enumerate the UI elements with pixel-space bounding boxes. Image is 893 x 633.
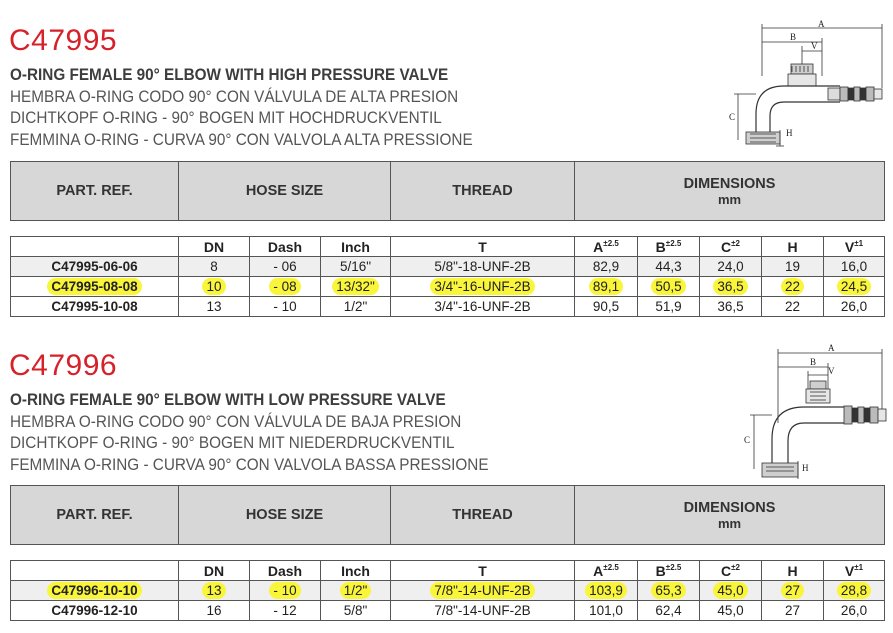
product-code: C47996 xyxy=(9,349,118,382)
header-dimensions xyxy=(575,486,885,545)
header-hose-size: HOSE SIZE xyxy=(179,162,391,221)
col-c-tolerance: ±2 xyxy=(731,562,740,572)
dimension-a-label: A xyxy=(828,343,835,353)
col-v-label: V xyxy=(844,238,855,255)
cell-thread xyxy=(391,581,575,601)
cell-h: 19 xyxy=(762,257,824,277)
cell-a: 101,0 xyxy=(575,601,638,621)
dimension-a-label: A xyxy=(818,19,825,29)
cell-dash: - 12 xyxy=(250,601,321,621)
description-en: O-RING FEMALE 90° ELBOW WITH LOW PRESSURE VALVE xyxy=(10,390,446,409)
cell-v-value: 28,8 xyxy=(837,582,871,599)
cell-a-value: 89,1 xyxy=(589,278,623,295)
cell-b xyxy=(638,581,700,601)
cell-h xyxy=(762,581,824,601)
description-de: DICHTKOPF O-RING - 90° BOGEN MIT NIEDERDRUCKVENTIL xyxy=(10,433,455,452)
col-b-label: B xyxy=(655,238,666,255)
cell-inch xyxy=(321,277,391,297)
header-part-ref: PART. REF. xyxy=(11,162,179,221)
cell-c xyxy=(700,277,762,297)
cell-ref: C47995-10-08 xyxy=(11,297,179,317)
col-v xyxy=(824,561,885,581)
cell-inch: 1/2" xyxy=(321,297,391,317)
cell-v-value: 24,5 xyxy=(837,278,871,295)
col-h: H xyxy=(762,561,824,581)
table-row-highlighted xyxy=(11,277,885,297)
cell-h-value: 27 xyxy=(781,582,804,599)
dimension-c-label: C xyxy=(744,435,751,445)
col-dash: Dash xyxy=(250,561,321,581)
cell-v: 26,0 xyxy=(824,297,885,317)
col-v-label: V xyxy=(844,562,855,579)
cell-thread: 5/8"-18-UNF-2B xyxy=(391,257,575,277)
description-it: FEMMINA O-RING - CURVA 90° CON VALVOLA ALTA PRESSIONE xyxy=(10,129,473,149)
cell-a: 82,9 xyxy=(575,257,638,277)
header-thread: THREAD xyxy=(391,162,575,221)
header-part-ref: PART. REF. xyxy=(11,486,179,545)
cell-ref xyxy=(11,581,179,601)
col-v-tolerance: ±1 xyxy=(854,238,864,248)
cell-inch xyxy=(321,581,391,601)
cell-dn: 8 xyxy=(179,257,250,277)
col-b-tolerance: ±2.5 xyxy=(665,562,682,572)
cell-ref: C47996-12-10 xyxy=(11,601,179,621)
dimension-b-label: B xyxy=(790,32,797,42)
product-descriptions xyxy=(10,389,570,475)
cell-h: 22 xyxy=(762,297,824,317)
dimension-v-label: V xyxy=(811,41,818,51)
col-c xyxy=(700,561,762,581)
cell-ref: C47995-06-06 xyxy=(11,257,179,277)
cell-dn-value: 13 xyxy=(202,582,225,599)
cell-h-value: 22 xyxy=(781,278,804,295)
cell-inch: 5/16" xyxy=(321,257,391,277)
cell-b xyxy=(638,277,700,297)
col-t: T xyxy=(391,561,575,581)
dimensions-unit: mm xyxy=(717,191,742,207)
cell-b: 62,4 xyxy=(638,601,700,621)
cell-dash-value: - 08 xyxy=(269,278,300,295)
table-row xyxy=(11,601,885,621)
col-t: T xyxy=(391,237,575,257)
table-row xyxy=(11,257,885,277)
col-a xyxy=(575,237,638,257)
cell-dash-value: - 10 xyxy=(269,582,300,599)
cell-thread xyxy=(391,277,575,297)
col-c-label: C xyxy=(721,562,732,579)
cell-dn: 13 xyxy=(179,297,250,317)
col-h: H xyxy=(762,237,824,257)
cell-inch-value: 1/2" xyxy=(340,582,372,599)
col-a-tolerance: ±2.5 xyxy=(603,238,619,248)
col-inch: Inch xyxy=(321,561,391,581)
cell-inch-value: 13/32" xyxy=(332,278,379,295)
col-a-label: A xyxy=(593,562,604,579)
dimensions-title: DIMENSIONS xyxy=(683,499,776,516)
spec-header-table xyxy=(10,161,885,221)
cell-dash: - 06 xyxy=(250,257,321,277)
cell-c: 24,0 xyxy=(700,257,762,277)
cell-ref xyxy=(11,277,179,297)
cell-thread: 3/4"-16-UNF-2B xyxy=(391,297,575,317)
header-hose-size: HOSE SIZE xyxy=(179,486,391,545)
cell-h xyxy=(762,277,824,297)
description-it: FEMMINA O-RING - CURVA 90° CON VALVOLA BASSA PRESSIONE xyxy=(10,454,489,474)
col-ref xyxy=(11,561,179,581)
spec-data-table xyxy=(10,236,885,317)
cell-ref-value: C47996-10-10 xyxy=(47,582,141,599)
elbow-fitting-drawing xyxy=(718,16,890,150)
cell-dash: - 10 xyxy=(250,297,321,317)
description-es: HEMBRA O-RING CODO 90° CON VÁLVULA DE BAJA PRESION xyxy=(10,411,462,431)
product-code: C47995 xyxy=(9,24,118,57)
col-c xyxy=(700,237,762,257)
col-a-label: A xyxy=(593,238,604,255)
col-c-tolerance: ±2 xyxy=(731,238,740,248)
cell-a xyxy=(575,581,638,601)
cell-c: 45,0 xyxy=(700,601,762,621)
product-descriptions xyxy=(10,64,570,150)
col-ref xyxy=(11,237,179,257)
elbow-fitting-drawing xyxy=(732,343,890,481)
cell-c-value: 36,5 xyxy=(713,278,747,295)
table-row xyxy=(11,297,885,317)
cell-v xyxy=(824,277,885,297)
col-v xyxy=(824,237,885,257)
table-row-highlighted xyxy=(11,581,885,601)
cell-dn xyxy=(179,581,250,601)
cell-a-value: 103,9 xyxy=(585,582,627,599)
cell-v: 16,0 xyxy=(824,257,885,277)
dimension-v-label: V xyxy=(828,366,835,376)
col-c-label: C xyxy=(721,238,732,255)
dimension-h-label: H xyxy=(786,128,793,138)
col-dn: DN xyxy=(179,237,250,257)
description-es: HEMBRA O-RING CODO 90° CON VÁLVULA DE ALTA PRESION xyxy=(10,86,459,106)
cell-thread-value: 3/4"-16-UNF-2B xyxy=(430,278,534,295)
col-b xyxy=(638,561,700,581)
col-inch: Inch xyxy=(321,237,391,257)
col-b-tolerance: ±2.5 xyxy=(665,238,682,248)
col-b-label: B xyxy=(655,562,666,579)
cell-thread: 7/8"-14-UNF-2B xyxy=(391,601,575,621)
cell-inch: 5/8" xyxy=(321,601,391,621)
dimension-b-label: B xyxy=(810,357,817,367)
cell-ref-value: C47995-08-08 xyxy=(47,278,141,295)
column-header-row xyxy=(11,237,885,257)
cell-c-value: 45,0 xyxy=(713,582,747,599)
cell-v: 26,0 xyxy=(824,601,885,621)
cell-b: 44,3 xyxy=(638,257,700,277)
dimensions-title: DIMENSIONS xyxy=(683,175,776,192)
col-a-tolerance: ±2.5 xyxy=(603,562,619,572)
cell-c: 36,5 xyxy=(700,297,762,317)
spec-data-table xyxy=(10,560,885,621)
header-thread: THREAD xyxy=(391,486,575,545)
cell-b-value: 65,3 xyxy=(651,582,685,599)
col-a xyxy=(575,561,638,581)
cell-c xyxy=(700,581,762,601)
spec-header-table xyxy=(10,485,885,545)
dimensions-unit: mm xyxy=(717,515,742,531)
cell-dash xyxy=(250,581,321,601)
cell-h: 27 xyxy=(762,601,824,621)
col-dn: DN xyxy=(179,561,250,581)
cell-dn xyxy=(179,277,250,297)
description-en: O-RING FEMALE 90° ELBOW WITH HIGH PRESSURE VALVE xyxy=(10,65,449,84)
cell-b-value: 50,5 xyxy=(651,278,685,295)
dimension-c-label: C xyxy=(729,112,736,122)
cell-thread-value: 7/8"-14-UNF-2B xyxy=(430,582,534,599)
cell-a: 90,5 xyxy=(575,297,638,317)
cell-dash xyxy=(250,277,321,297)
cell-b: 51,9 xyxy=(638,297,700,317)
description-de: DICHTKOPF O-RING - 90° BOGEN MIT HOCHDRUCKVENTIL xyxy=(10,108,442,127)
dimension-h-label: H xyxy=(802,463,809,473)
column-header-row xyxy=(11,561,885,581)
cell-a xyxy=(575,277,638,297)
col-b xyxy=(638,237,700,257)
cell-v xyxy=(824,581,885,601)
col-v-tolerance: ±1 xyxy=(854,562,864,572)
cell-dn-value: 10 xyxy=(202,278,225,295)
col-dash: Dash xyxy=(250,237,321,257)
cell-dn: 16 xyxy=(179,601,250,621)
header-dimensions xyxy=(575,162,885,221)
